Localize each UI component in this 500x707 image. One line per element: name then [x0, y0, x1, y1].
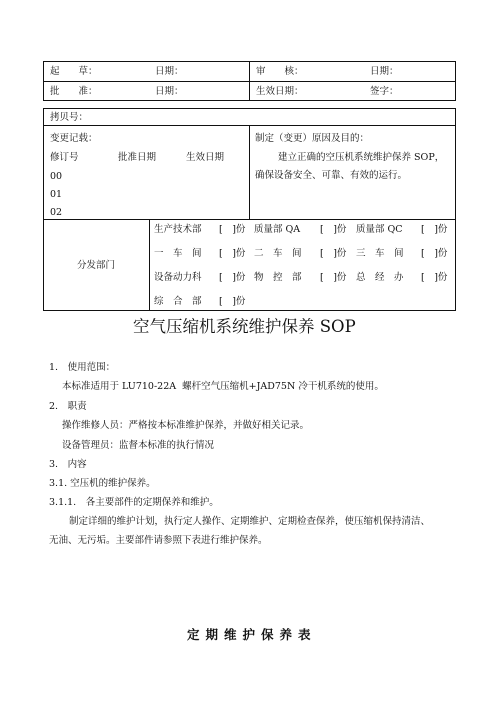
distribution-col-divider [149, 219, 150, 311]
distribution-label: 分发部门 [77, 260, 116, 271]
dist-count: [ ]份 [320, 248, 347, 259]
section-3-1-heading: 3.1. 空压机的维护保养。 [49, 478, 156, 489]
dist-dept: 设备动力科 [154, 272, 202, 283]
section-2-text-1: 操作维修人员：严格按本标准维护保养，并做好相关记录。 [62, 420, 310, 431]
section-2-heading: 2. 职责 [49, 401, 87, 412]
dist-dept: 质量部 QA [254, 224, 301, 235]
dist-dept: 生产技术部 [154, 224, 202, 235]
document-title: 空气压缩机系统维护保养 SOP [133, 317, 356, 336]
reviewed-date-label: 日期： [370, 66, 399, 77]
approved-date-label: 日期： [155, 86, 184, 97]
signature-label: 签字： [370, 86, 399, 97]
dist-dept: 物 控 部 [254, 272, 302, 283]
purpose-heading: 制定（变更）原因及目的： [255, 133, 370, 144]
dist-dept: 二 车 间 [254, 248, 302, 259]
dist-count: [ ]份 [421, 272, 448, 283]
dist-dept: 三 车 间 [356, 248, 404, 259]
change-record-heading: 变更记载： [50, 133, 98, 144]
dist-count: [ ]份 [421, 224, 448, 235]
dist-count: [ ]份 [421, 248, 448, 259]
maintenance-table-title: 定期维护保养表 [187, 627, 317, 642]
copy-number-label: 拷贝号： [50, 112, 89, 123]
dist-count: [ ]份 [219, 296, 246, 307]
effective-date-label: 生效日期： [256, 86, 304, 97]
section-1-heading: 1. 使用范围： [49, 362, 116, 373]
revision-number: 01 [50, 189, 63, 200]
dist-dept: 一 车 间 [154, 248, 202, 259]
revision-col-header: 修订号 [50, 152, 79, 163]
dist-dept: 总 经 办 [356, 272, 404, 283]
dist-count: [ ]份 [219, 272, 246, 283]
section-3-1-1-heading: 3.1.1. 各主要部件的定期保养和维护。 [49, 497, 219, 508]
dist-count: [ ]份 [219, 248, 246, 259]
drafted-date-label: 日期： [155, 66, 184, 77]
section-3-heading: 3. 内容 [49, 459, 87, 470]
section-2-text-2: 设备管理员：监督本标准的执行情况 [62, 440, 215, 451]
reviewed-label: 审 核： [256, 66, 304, 77]
purpose-line-1: 建立正确的空压机系统维护保养 SOP， [278, 152, 445, 163]
dist-dept: 综 合 部 [154, 296, 202, 307]
effective-date-col-header: 生效日期 [186, 152, 225, 163]
drafted-label: 起 草： [50, 66, 98, 77]
dist-count: [ ]份 [219, 224, 246, 235]
dist-count: [ ]份 [320, 272, 347, 283]
control-row-divider-2 [43, 219, 456, 220]
signoff-col-divider [249, 61, 250, 101]
dist-count: [ ]份 [320, 224, 347, 235]
approved-label: 批 准： [50, 86, 98, 97]
approval-date-col-header: 批准日期 [118, 152, 157, 163]
section-1-text: 本标准适用于 LU710-22A 螺杆空气压缩机+JAD75N 冷干机系统的使用。 [62, 381, 384, 392]
revision-number: 00 [50, 171, 63, 182]
revision-number: 02 [50, 207, 63, 218]
control-col-divider-mid [249, 125, 250, 219]
section-3-1-1-text-1: 制定详细的维护计划，执行定人操作、定期维护、定期检查保养，使压缩机保持清洁、 [69, 516, 431, 527]
purpose-line-2: 确保设备安全、可靠、有效的运行。 [255, 170, 408, 181]
dist-dept: 质量部 QC [356, 224, 403, 235]
section-3-1-1-text-2: 无油、无污垢。主要部件请参照下表进行维护保养。 [49, 535, 268, 546]
